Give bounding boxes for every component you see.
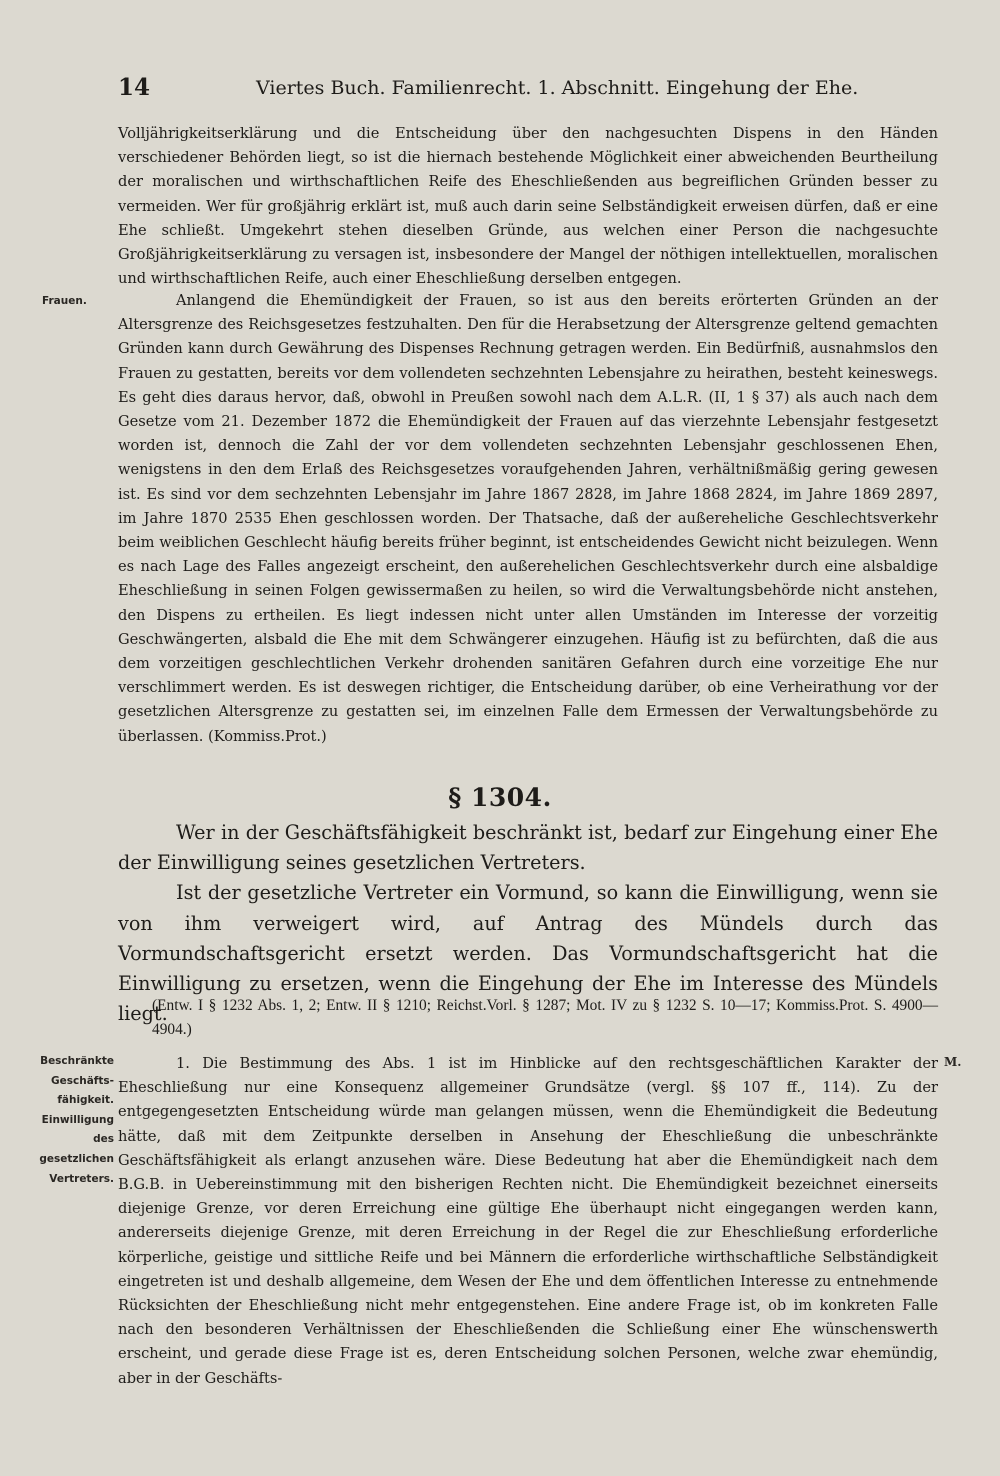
margin-note-line: fähigkeit. — [57, 1094, 114, 1107]
margin-note-line: des gesetzlichen — [39, 1133, 114, 1165]
statute-sources: (Entw. I § 1232 Abs. 1, 2; Entw. II § 1210; Reichst.Vorl. § 1287; Mot. IV zu § 1232 S. 10—17; Kommiss.Prot. S. 4900—4904.) — [152, 997, 938, 1038]
section-heading-1304: § 1304. — [448, 783, 552, 812]
margin-note-line: Einwilligung — [41, 1113, 114, 1126]
paragraph-continuation — [118, 122, 938, 291]
margin-note-frauen: Frauen. — [42, 295, 87, 307]
margin-note-line: Vertreters. — [49, 1172, 114, 1185]
running-title: Viertes Buch. Familienrecht. 1. Abschnitt. Eingehung der Ehe. — [256, 77, 859, 99]
page-header — [118, 74, 938, 104]
margin-note-line: Geschäfts- — [51, 1074, 114, 1087]
statute-paragraph-2: Ist der gesetzliche Vertreter ein Vormund, so kann die Einwilligung, wenn sie von ihm verweigert wird, auf Antrag des Mündels durch das Vormundschaftsgericht ersetzt werden. Das Vormundschaftsgericht hat die Einwilligung zu ersetzen, wenn die Eingehung der Ehe im Interesse des Mündels liegt. — [118, 881, 938, 1026]
margin-note-m: M. — [944, 1055, 962, 1069]
paragraph-volljaehrigkeit: Volljährigkeitserklärung und die Entscheidung über den nachgesuchten Dispens in den Händen verschiedener Behörden liegt, so ist die hiernach bestehende Möglichkeit einer abweichenden Beurtheilung der moralischen und wirthschaftlichen Reife des Eheschließenden aus begreiflichen Gründen besser zu vermeiden. Wer für großjährig erklärt ist, muß auch darin seine Selbständigkeit erweisen dürfen, daß er eine Ehe schließt. Umgekehrt stehen dieselben Gründe, aus welchen einer Person die nachgesuchte Großjährigkeitserklärung zu versagen ist, insbesondere der Mangel der nöthigen intellektuellen, moralischen und wirthschaftlichen Reife, auch einer Eheschließung derselben entgegen. — [118, 125, 938, 288]
paragraph-frauen-block — [118, 289, 938, 749]
margin-note-line: Beschränkte — [40, 1055, 114, 1067]
commentary-paragraph-1: 1. Die Bestimmung des Abs. 1 ist im Hinblicke auf den rechtsgeschäftlichen Karakter der Eheschließung nur eine Konsequenz allgemeiner Grundsätze (vergl. §§ 107 ff., 114). Zu der entgegengesetzten Entscheidung würde man gelangen müssen, wenn die Ehemündigkeit die Bedeutung hätte, daß mit dem Zeitpunkte derselben in Ansehung der Eheschließung die unbeschränkte Geschäftsfähigkeit als erlangt anzusehen wäre. Diese Bedeutung hat aber die Ehemündigkeit nach dem B.G.B. in Uebereinstimmung mit den bisherigen Rechten nicht. Die Ehemündigkeit bezeichnet einerseits diejenige Grenze, vor deren Erreichung eine gültige Ehe überhaupt nicht eingegangen werden kann, andererseits diejenige Grenze, mit deren Erreichung in der Regel die zur Eheschließung erforderliche körperliche, geistige und sittliche Reife und bei Männern die erforderliche wirthschaftliche Selbständigkeit eingetreten ist und deshalb allgemeine, dem Wesen der Ehe und dem öffentlichen Interesse zu entnehmende Rücksichten der Eheschließung nicht mehr entgegenstehen. Eine andere Frage ist, ob im konkreten Falle nach den besonderen Verhältnissen der Eheschließenden die Schließung einer Ehe wünschenswerth erscheint, und gerade diese Frage ist es, deren Entscheidung solchen Personen, welche zwar ehemündig, aber in der Geschäfts- — [118, 1055, 938, 1387]
commentary-text — [118, 1052, 938, 1391]
margin-note-beschraenkte-geschaeftsfaehigkeit — [22, 1052, 114, 1189]
page-number: 14 — [118, 74, 151, 101]
statute-paragraph-1: Wer in der Geschäftsfähigkeit beschränkt ist, bedarf zur Eingehung einer Ehe der Einwilligung seines gesetzlichen Vertreters. — [118, 821, 938, 875]
paragraph-ehemuendigkeit-frauen: Anlangend die Ehemündigkeit der Frauen, so ist aus den bereits erörterten Gründen an der Altersgrenze des Reichsgesetzes festzuhalten. Den für die Herabsetzung der Altersgrenze geltend gemachten Gründen kann durch Gewährung des Dispenses Rechnung getragen werden. Ein Bedürfniß, ausnahmslos den Frauen zu gestatten, bereits vor dem vollendeten sechzehnten Lebensjahre zu heirathen, besteht keineswegs. Es geht dies daraus hervor, daß, obwohl in Preußen sowohl nach dem A.L.R. (II, 1 § 37) als auch nach dem Gesetze vom 21. Dezember 1872 die Ehemündigkeit der Frauen auf das vierzehnte Lebensjahr festgesetzt worden ist, dennoch die Zahl der vor dem vollendeten sechzehnten Lebensjahr geschlossenen Ehen, wenigstens in den dem Erlaß des Reichsgesetzes voraufgehenden Jahren, verhältnißmäßig gering gewesen ist. Es sind vor dem sechzehnten Lebensjahr im Jahre 1867 2828, im Jahre 1868 2824, im Jahre 1869 2897, im Jahre 1870 2535 Ehen geschlossen worden. Der Thatsache, daß der außereheliche Geschlechtsverkehr beim weiblichen Geschlecht häufig bereits früher beginnt, ist entscheidendes Gewicht nicht beizulegen. Wenn es nach Lage des Falles angezeigt erscheint, den außerehelichen Geschlechtsverkehr durch eine alsbaldige Eheschließung in seinen Folgen gewissermaßen zu heilen, so wird die Verwaltungsbehörde nicht anstehen, den Dispens zu ertheilen. Es liegt indessen nicht unter allen Umständen im Interesse der vorzeitig Geschwängerten, alsbald die Ehe mit dem Schwängerer einzugehen. Häufig ist zu befürchten, daß die aus dem vorzeitigen geschlechtlichen Verkehr drohenden sanitären Gefahren durch eine vorzeitige Ehe nur verschlimmert werden. Es ist deswegen richtiger, die Entscheidung darüber, ob eine Verheirathung vor der gesetzlichen Altersgrenze zu gestatten sei, im einzelnen Falle dem Ermessen der Verwaltungsbehörde zu überlassen. (Kommiss.Prot.) — [118, 292, 938, 745]
